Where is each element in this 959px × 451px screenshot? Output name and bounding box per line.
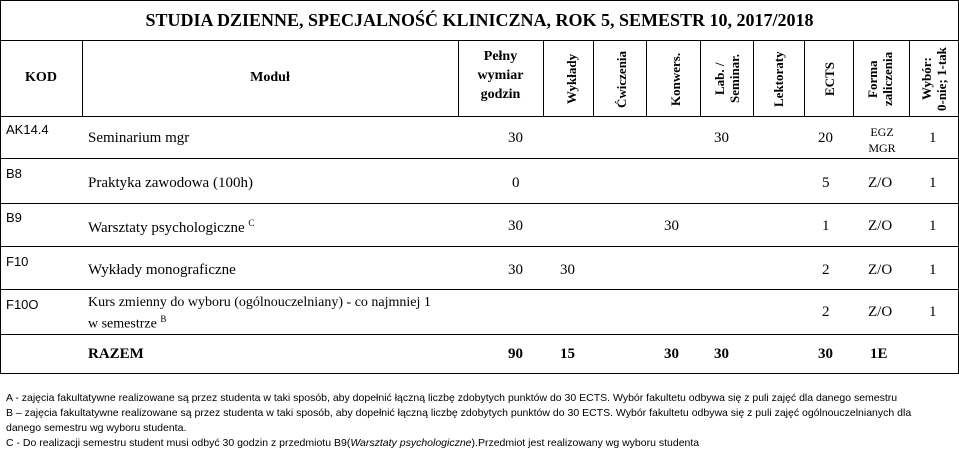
header-lektoraty: Lektoraty bbox=[771, 51, 786, 107]
row-module-text: Warsztaty psychologiczne bbox=[88, 220, 245, 236]
note-b: B – zajęcia fakultatywne realizowane są przez studenta w taki sposób, aby dopełnić łączną liczbę zdobytych punktów do 30 ECTS. Wybór fakultetu odbywa się z puli zajęć ogólnouczelnianych dla bbox=[6, 407, 912, 419]
header-forma-line: zaliczenia bbox=[880, 51, 895, 107]
row-pelny: 30 bbox=[508, 218, 523, 234]
row-wybor: 1 bbox=[929, 262, 937, 278]
note-b-continued: danego semestru wg wyboru studenta. bbox=[6, 422, 187, 434]
footnote-marker: B bbox=[160, 314, 167, 324]
header-wybor-line: 0-nie; 1-tak bbox=[934, 47, 949, 111]
row-wyklady: 30 bbox=[560, 262, 575, 278]
row-code: F10O bbox=[6, 297, 39, 312]
table-divider bbox=[0, 158, 959, 159]
row-code: AK14.4 bbox=[6, 122, 49, 137]
total-ects: 30 bbox=[818, 346, 833, 362]
row-ects: 2 bbox=[822, 304, 830, 320]
header-pelny-line: Pełny bbox=[483, 49, 518, 64]
total-pelny: 90 bbox=[508, 346, 523, 362]
footnote-marker: C bbox=[248, 218, 255, 228]
row-code: B9 bbox=[6, 210, 22, 225]
note-c bbox=[6, 437, 699, 449]
note-c-italic: Warsztaty psychologiczne bbox=[350, 437, 472, 449]
header-modul: Moduł bbox=[250, 70, 290, 85]
total-forma: 1E bbox=[870, 346, 888, 362]
total-wyklady: 15 bbox=[560, 346, 575, 362]
row-forma bbox=[862, 124, 902, 156]
row-forma: Z/O bbox=[868, 304, 893, 320]
header-kod: KOD bbox=[25, 70, 57, 85]
row-code: B8 bbox=[6, 166, 22, 181]
note-c-text: ).Przedmiot jest realizowany wg wyboru studenta bbox=[471, 437, 700, 449]
row-module-line bbox=[88, 311, 431, 333]
row-ects: 5 bbox=[822, 175, 830, 191]
row-ects: 2 bbox=[822, 262, 830, 278]
column-divider bbox=[593, 40, 594, 116]
row-module: Praktyka zawodowa (100h) bbox=[88, 175, 253, 191]
note-a: A - zajęcia fakultatywne realizowane są przez studenta w taki sposób, aby dopełnić łączną liczbę zdobytych punktów do 30 ECTS. Wybór fakultetu odbywa się z puli zajęć dla danego semestru bbox=[6, 392, 898, 404]
row-module-line: Kurs zmienny do wyboru (ogólnouczelniany) - co najmniej 1 bbox=[88, 295, 431, 310]
table-divider bbox=[0, 373, 959, 374]
row-pelny: 30 bbox=[508, 130, 523, 146]
row-forma-line: MGR bbox=[868, 141, 896, 155]
column-divider bbox=[700, 40, 701, 116]
header-forma-line: Forma bbox=[865, 60, 880, 98]
column-divider bbox=[909, 40, 910, 116]
row-module-text: w semestrze bbox=[88, 316, 157, 332]
table-border-top bbox=[0, 0, 959, 1]
note-c-text: C - Do realizacji semestru student musi odbyć 30 godzin z przedmiotu B9( bbox=[6, 437, 351, 449]
row-module: Wykłady monograficzne bbox=[88, 262, 236, 278]
row-module: Seminarium mgr bbox=[88, 130, 190, 146]
row-wybor: 1 bbox=[929, 218, 937, 234]
header-wybor-line: Wybór: bbox=[919, 57, 934, 101]
header-wyklady: Wykłady bbox=[564, 53, 579, 105]
total-konwers: 30 bbox=[664, 346, 679, 362]
row-lab: 30 bbox=[714, 130, 729, 146]
row-lab: 30 bbox=[664, 218, 679, 234]
table-divider bbox=[0, 289, 959, 290]
table-divider bbox=[0, 246, 959, 247]
row-wybor: 1 bbox=[929, 130, 937, 146]
row-module bbox=[88, 294, 431, 333]
row-forma: Z/O bbox=[868, 262, 893, 278]
header-lab-line: Seminar. bbox=[727, 54, 742, 104]
row-pelny: 0 bbox=[512, 175, 520, 191]
row-ects: 20 bbox=[818, 130, 833, 146]
header-forma-zaliczenia bbox=[865, 44, 895, 114]
header-pelny-line: wymiar bbox=[477, 68, 524, 83]
header-konwers: Konwers. bbox=[668, 52, 683, 106]
header-wybor bbox=[919, 44, 949, 114]
column-divider bbox=[753, 40, 754, 116]
header-lab-line: Lab. / bbox=[712, 62, 727, 96]
table-border-left bbox=[0, 0, 1, 373]
row-forma: Z/O bbox=[868, 218, 893, 234]
row-pelny: 30 bbox=[508, 262, 523, 278]
column-divider bbox=[646, 40, 647, 116]
table-divider bbox=[0, 203, 959, 204]
row-code: F10 bbox=[6, 254, 29, 269]
row-module bbox=[88, 218, 254, 237]
total-lab: 30 bbox=[714, 346, 729, 362]
column-divider bbox=[853, 40, 854, 116]
page-title: STUDIA DZIENNE, SPECJALNOŚĆ KLINICZNA, ROK 5, SEMESTR 10, 2017/2018 bbox=[145, 10, 814, 30]
total-label: RAZEM bbox=[88, 346, 144, 362]
row-forma: Z/O bbox=[868, 175, 893, 191]
row-ects: 1 bbox=[822, 218, 830, 234]
header-pelny-wymiar bbox=[458, 47, 543, 104]
column-divider bbox=[543, 40, 544, 116]
column-divider bbox=[804, 40, 805, 116]
row-wybor: 1 bbox=[929, 175, 937, 191]
header-pelny-line: godzin bbox=[480, 87, 521, 102]
table-divider bbox=[0, 40, 959, 41]
row-forma-line: EGZ bbox=[870, 125, 894, 139]
row-wybor: 1 bbox=[929, 304, 937, 320]
table-divider bbox=[0, 334, 959, 335]
header-lab-seminar bbox=[712, 44, 742, 114]
table-divider bbox=[0, 116, 959, 117]
header-cwiczenia: Ćwiczenia bbox=[614, 50, 629, 108]
header-ects: ECTS bbox=[822, 62, 837, 96]
